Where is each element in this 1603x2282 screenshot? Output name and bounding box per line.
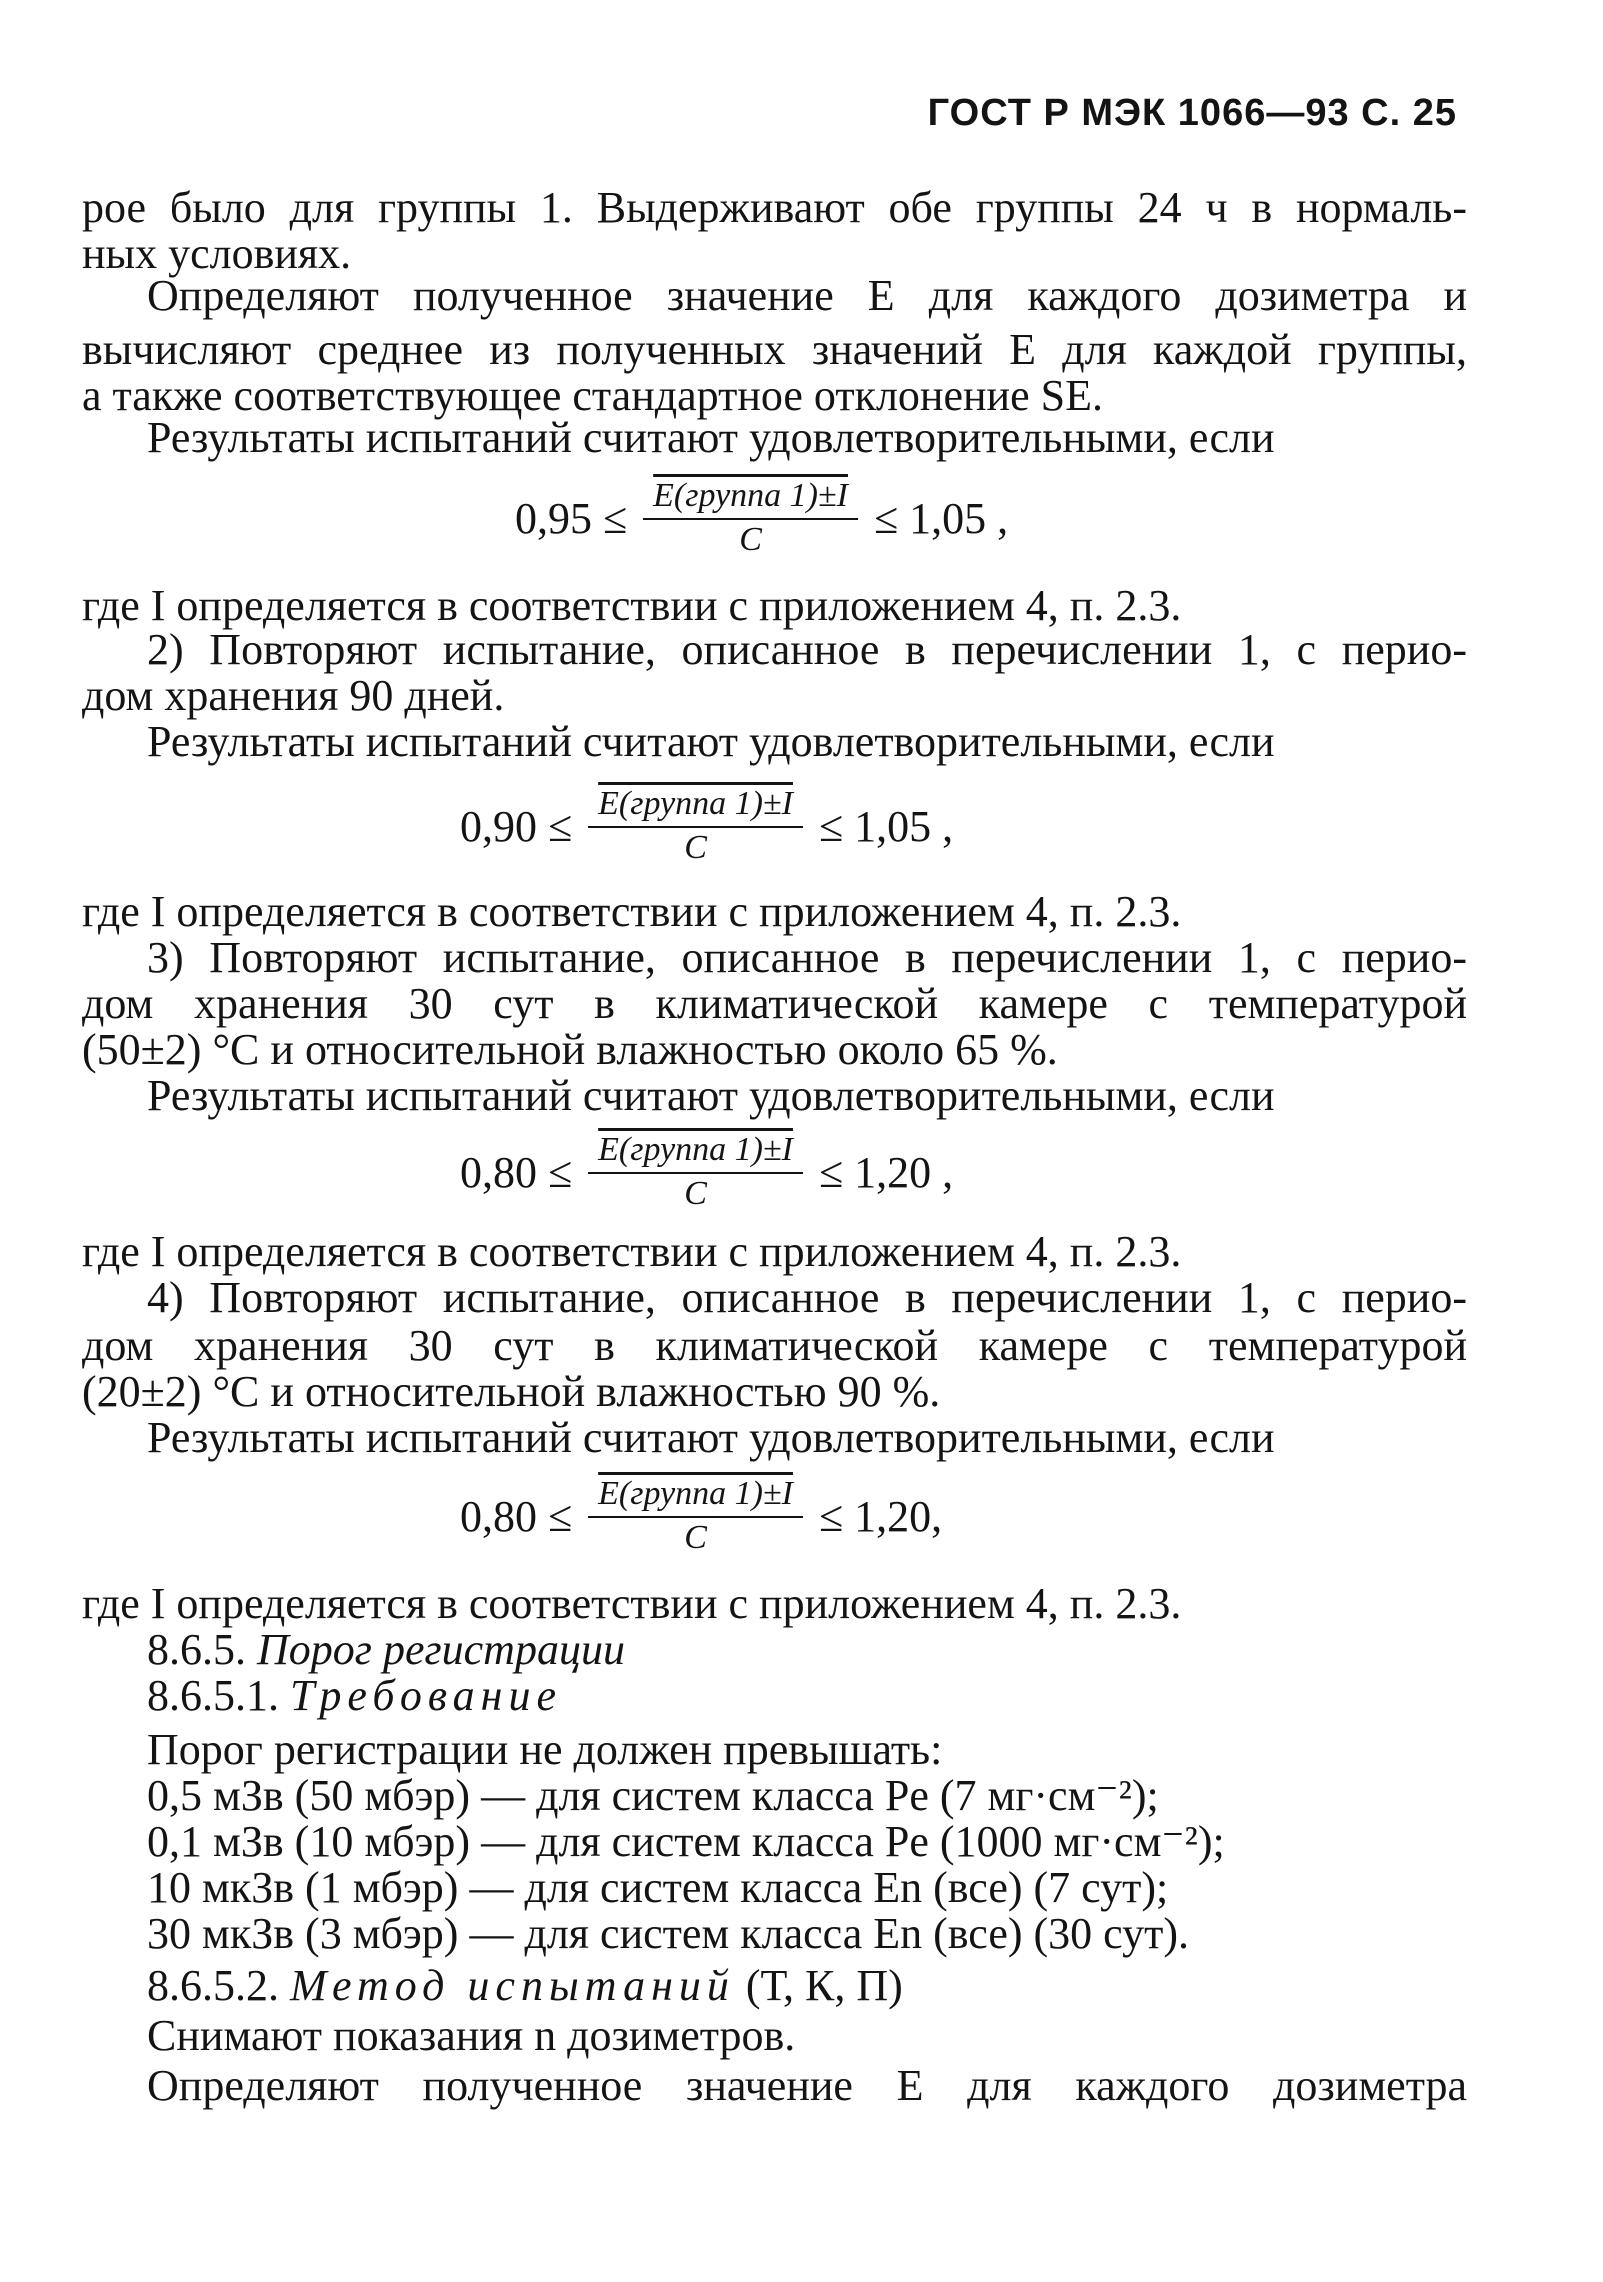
formula-numerator: E(группа 1)±I xyxy=(588,1130,803,1174)
result-condition-text: Результаты испытаний считают удовлетворительными, если xyxy=(147,1413,1275,1462)
paragraph-line: вычисляют среднее из полученных значений E для каждой группы, xyxy=(82,325,1467,374)
formula-right: ≤ 1,05 , xyxy=(873,493,1009,543)
item-line: дом хранения 30 сут в климатической камере с температурой xyxy=(82,1321,1467,1370)
formula-denominator: C xyxy=(684,1175,707,1212)
section-heading-8-6-5 xyxy=(147,1626,1467,1674)
formula-right: ≤ 1,20 , xyxy=(818,1147,954,1197)
threshold-intro: Порог регистрации не должен превышать: xyxy=(147,1725,943,1774)
where-clause: где I определяется в соответствии с приложением 4, п. 2.3. xyxy=(82,1579,1182,1628)
formula-fraction xyxy=(588,784,803,868)
paragraph-line: Определяют полученное значение E для каждого дозиметра и xyxy=(147,271,1467,320)
result-condition-text: Результаты испытаний считают удовлетворительными, если xyxy=(147,717,1275,766)
formula-numerator: E(группа 1)±I xyxy=(643,476,858,520)
paragraph-line: ных условиях. xyxy=(82,229,352,278)
item-line: (50±2) °С и относительной влажностью около 65 %. xyxy=(82,1025,1058,1074)
formula-1 xyxy=(515,458,1008,578)
formula-denominator: C xyxy=(684,1519,707,1556)
formula-3 xyxy=(460,1112,953,1232)
paragraph-line: а также соответствующее стандартное отклонение SE. xyxy=(82,371,1103,420)
page-header: ГОСТ Р МЭК 1066—93 С. 25 xyxy=(927,92,1457,134)
threshold-line: 10 мкЗв (1 мбэр) — для систем класса En (все) (7 сут); xyxy=(147,1863,1169,1912)
formula-left: 0,95 ≤ xyxy=(515,493,628,543)
section-tail: (Т, К, П) xyxy=(745,1961,903,2010)
item-line: 4) Повторяют испытание, описанное в перечислении 1, с перио- xyxy=(147,1273,1467,1322)
formula-denominator: C xyxy=(684,829,707,866)
formula-left: 0,80 ≤ xyxy=(460,1147,573,1197)
section-title: Требование xyxy=(290,1671,563,1720)
where-clause: где I определяется в соответствии с приложением 4, п. 2.3. xyxy=(82,1227,1182,1276)
formula-denominator: C xyxy=(739,521,762,558)
paragraph-line: рое было для группы 1. Выдерживают обе группы 24 ч в нормаль- xyxy=(82,183,1467,232)
result-condition-text: Результаты испытаний считают удовлетворительными, если xyxy=(147,1071,1275,1120)
formula-numerator: E(группа 1)±I xyxy=(588,784,803,828)
section-title: Метод испытаний xyxy=(290,1961,735,2010)
item-line: дом хранения 90 дней. xyxy=(82,671,505,720)
formula-right: ≤ 1,05 , xyxy=(818,801,954,851)
section-heading-8-6-5-2 xyxy=(147,1962,1467,2010)
item-line: (20±2) °С и относительной влажностью 90 %. xyxy=(82,1367,941,1416)
where-clause: где I определяется в соответствии с приложением 4, п. 2.3. xyxy=(82,887,1182,936)
formula-fraction xyxy=(643,476,858,560)
formula-left: 0,90 ≤ xyxy=(460,801,573,851)
item-line: 3) Повторяют испытание, описанное в перечислении 1, с перио- xyxy=(147,933,1467,982)
formula-2 xyxy=(460,766,953,886)
result-condition-text: Результаты испытаний считают удовлетворительными, если xyxy=(147,413,1275,462)
threshold-line: 0,5 мЗв (50 мбэр) — для систем класса Pe (7 мг·см⁻²); xyxy=(147,1771,1159,1820)
item-line: 2) Повторяют испытание, описанное в перечислении 1, с перио- xyxy=(147,625,1467,674)
threshold-line: 0,1 мЗв (10 мбэр) — для систем класса Pe (1000 мг·см⁻²); xyxy=(147,1817,1225,1866)
threshold-line: 30 мкЗв (3 мбэр) — для систем класса En (все) (30 сут). xyxy=(147,1909,1190,1958)
section-number: 8.6.5.1. xyxy=(147,1671,279,1720)
section-title: Порог регистрации xyxy=(257,1625,625,1674)
section-number: 8.6.5.2. xyxy=(147,1961,279,2010)
section-number: 8.6.5. xyxy=(147,1625,246,1674)
formula-numerator: E(группа 1)±I xyxy=(588,1474,803,1518)
formula-4 xyxy=(460,1456,942,1576)
paragraph-line: Снимают показания n дозиметров. xyxy=(147,2011,796,2060)
formula-fraction xyxy=(588,1474,803,1558)
where-clause: где I определяется в соответствии с приложением 4, п. 2.3. xyxy=(82,581,1182,630)
formula-fraction xyxy=(588,1130,803,1214)
formula-right: ≤ 1,20, xyxy=(818,1491,943,1541)
formula-left: 0,80 ≤ xyxy=(460,1491,573,1541)
item-line: дом хранения 30 сут в климатической камере с температурой xyxy=(82,979,1467,1028)
section-heading-8-6-5-1 xyxy=(147,1672,1467,1720)
paragraph-line: Определяют полученное значение E для каждого дозиметра xyxy=(147,2061,1467,2110)
